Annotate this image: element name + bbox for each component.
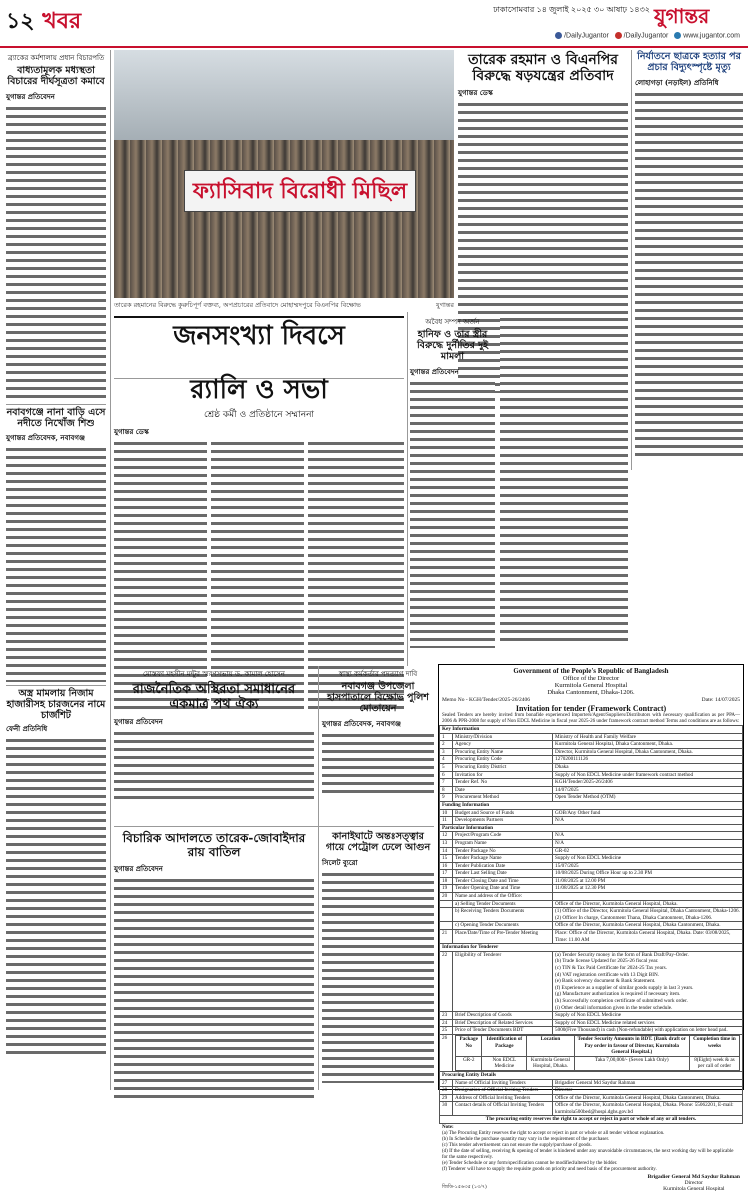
tender-office-value: Office of the Director, Kurmitola General Hospital, Dhaka Cantonment, Dhaka. xyxy=(553,922,743,930)
tender-row-no: 28 xyxy=(440,1087,453,1095)
section-label: খবর xyxy=(42,9,82,34)
tender-row-value: Dhaka xyxy=(553,763,743,771)
tender-row-no: 3 xyxy=(440,748,453,756)
tender-row-no: 6 xyxy=(440,771,453,779)
tender-office-row xyxy=(440,900,743,908)
tender-note: (a) The Procuring Entity reserves the right to accept or reject in part or whole or all tender without explanation. xyxy=(442,1131,665,1137)
tender-row-no: 11 xyxy=(440,817,453,825)
politics-headline: রাজনৈতিক অস্থিরতা সমাধানের একমাত্র পথ ঐক্য xyxy=(132,682,296,712)
photo-credit: যুগান্তর xyxy=(436,301,454,309)
hanif-kicker: অবৈধ সম্পদ অর্জন xyxy=(425,318,480,326)
tender-row-label: Tender Ref. No xyxy=(453,779,553,787)
left-kicker: ব্র্যাকের কর্মশালায় প্রধান বিচারপতি xyxy=(7,54,105,62)
court-body xyxy=(114,877,314,1103)
tender-row-no: 1 xyxy=(440,733,453,741)
package-cell: Non EDCL Medicine xyxy=(482,1056,527,1070)
tender-row-label: Tender Publication Date xyxy=(453,862,553,870)
tender-note: (e) Tender Schedule or any form/specification cannot be modified/altered by the bidder. xyxy=(442,1161,618,1167)
tender-row-label: Tender Closing Date and Time xyxy=(453,877,553,885)
eligibility-item: (f) Experience as a supplier of similar goods supply in last 3 years. xyxy=(555,984,694,991)
population-subhead: শ্রেষ্ঠ কর্মী ও প্রতিষ্ঠানে সম্মাননা xyxy=(203,409,315,420)
tender-row-value: 14/07/2025 xyxy=(553,786,743,794)
signatory-name: Brigadier General Md Saydur Rahman xyxy=(647,1174,740,1181)
tender-row-value xyxy=(553,893,743,901)
tender-row-value: Supply of Non EDCL Medicine xyxy=(553,1012,743,1020)
package-cell: Kurmitola General Hospital, Dhaka. xyxy=(527,1056,574,1070)
tender-row-value: 11/08/2025 at 12.30 PM xyxy=(553,885,743,893)
youtube-icon xyxy=(615,32,622,39)
page-number-value: ১২ xyxy=(6,9,35,34)
package-table xyxy=(455,1035,740,1071)
tender-section-row xyxy=(440,801,743,809)
eligibility-item: (g) Manufacturer authorization is required if necessary item. xyxy=(555,991,681,998)
tender-row-no: 24 xyxy=(440,1019,453,1027)
tender-row xyxy=(440,930,743,944)
tender-section-label: Procuring Entity Details xyxy=(440,1071,743,1079)
tender-row xyxy=(440,1087,743,1095)
tender-row xyxy=(440,786,743,794)
eligibility-item: (e) Bank solvency document & Bank Statement. xyxy=(555,978,656,985)
tender-reserve-row xyxy=(440,1116,743,1124)
package-header: Package No xyxy=(456,1035,482,1056)
divider xyxy=(114,826,434,827)
tender-row xyxy=(440,779,743,787)
population-feature xyxy=(114,376,404,712)
eligibility-item: (a) Tender Security money in the form of Bank Draft/Pay-Order. xyxy=(555,951,689,958)
tender-row-label: Procuring Entity District xyxy=(453,763,553,771)
tender-intro: Sealed Tenders are hereby invited from bonafide experienced Importers/Agent/Suppliers/Distributors with necessary qualification as per PPA— 2006 & PPR-2008 for supply of Non EDCL Medicine in fiscal year 2025-26 under framework contract method Terms and conditions are as follows: xyxy=(442,713,740,724)
tender-row-label: Project/Program Code xyxy=(453,832,553,840)
tender-row-value: Kurmitola General Hospital, Dhaka Cantonment, Dhaka. xyxy=(553,741,743,749)
tender-row-label: Name of Official Inviting Tenders xyxy=(453,1079,553,1087)
eligibility-item: (i) Other detail information given in the tender schedule. xyxy=(555,1004,673,1011)
tender-row-value: 1270200111126 xyxy=(553,756,743,764)
tender-notes-list xyxy=(442,1131,740,1173)
tender-eligibility-list xyxy=(553,951,743,1011)
left-body-3 xyxy=(6,737,106,1055)
tender-row-no: 21 xyxy=(440,930,453,944)
web-icon xyxy=(674,32,681,39)
package-cell: 8(Eight) week & as per call of order xyxy=(689,1056,739,1070)
tender-row-no: 20 xyxy=(440,893,453,901)
tender-row-label: Brief Description of Goods xyxy=(453,1012,553,1020)
tender-row-value: Supply of Non EDCL Medicine related services xyxy=(553,1019,743,1027)
tender-row-no xyxy=(440,922,453,930)
tender-row-value: 11/08/2025 at 12.00 PM xyxy=(553,877,743,885)
tender-row-value: 10/08/2025 During Office Hour up to 2.30 PM xyxy=(553,870,743,878)
tender-row-label: Tender Opening Date and Time xyxy=(453,885,553,893)
right-column xyxy=(635,52,743,457)
column-rule xyxy=(407,312,408,666)
column-rule xyxy=(110,50,111,1090)
fire-headline: কানাইঘাটে অন্তঃসত্ত্বার গায়ে পেট্রোল ঢেলে আগুন xyxy=(325,831,431,853)
tender-row-value: Director, Kurmitola General Hospital, Dhaka Cantonment, Dhaka. xyxy=(553,748,743,756)
tender-row-label: Invitation for xyxy=(453,771,553,779)
column-rule xyxy=(631,50,632,470)
population-banner xyxy=(114,316,404,379)
tender-row-no: 16 xyxy=(440,862,453,870)
court-story xyxy=(114,832,314,1103)
tender-table xyxy=(439,725,743,1124)
social-fb[interactable]: /DailyJugantor xyxy=(564,32,609,40)
politics-byline: যুগান্তর প্রতিবেদন xyxy=(114,716,163,726)
tender-signatory xyxy=(648,1174,740,1192)
tender-row xyxy=(440,862,743,870)
tender-notice xyxy=(438,664,744,1192)
hospital-body xyxy=(322,732,434,798)
tender-row-value: N/A xyxy=(553,832,743,840)
tender-row-no: 25 xyxy=(440,1027,453,1035)
tender-row-value: Supply of Non EDCL Medicine xyxy=(553,855,743,863)
package-header: Location xyxy=(527,1035,574,1056)
tender-row-value: GOB/Any Other fund xyxy=(553,809,743,817)
tender-row xyxy=(440,839,743,847)
tender-row xyxy=(440,855,743,863)
tarek-headline: তারেক রহমান ও বিএনপির বিরুদ্ধে ষড়যন্ত্রের প্রতিবাদ xyxy=(468,52,618,85)
tender-row-label: Ministry/Division xyxy=(453,733,553,741)
tender-row xyxy=(440,1094,743,1102)
tender-row-no: 18 xyxy=(440,877,453,885)
tender-row-label: Tender Package Name xyxy=(453,855,553,863)
social-yt[interactable]: /DailyJugantor xyxy=(623,32,669,40)
tender-row xyxy=(440,756,743,764)
tender-row-value: Brigadier General Md Saydur Rahman xyxy=(553,1079,743,1087)
court-byline: যুগান্তর প্রতিবেদন xyxy=(114,863,163,873)
right-byline: লোহাগড়া (নড়াইল) প্রতিনিধি xyxy=(635,77,719,87)
tender-row-value: N/A xyxy=(553,839,743,847)
tender-row-value: KGH/Tender/2025-26/2406 xyxy=(553,779,743,787)
tender-note: (c) This tender advertisement can not ensure the supply/purchase of goods. xyxy=(442,1143,592,1149)
tender-row xyxy=(440,794,743,802)
tender-row-label: Address of Official Inviting Tenders xyxy=(453,1094,553,1102)
tender-section-label: Funding Information xyxy=(440,801,743,809)
fire-byline: সিলেট ব্যুরো xyxy=(322,857,358,867)
tender-row-no: 2 xyxy=(440,741,453,749)
tarek-byline: যুগান্তর ডেস্ক xyxy=(458,88,493,98)
tender-note: (d) If the date of selling, receiving & opening of tender is hindered under any unavoidable circumstances, the next working day will be applicable for the same respectively. xyxy=(442,1149,734,1161)
court-headline: বিচারিক আদালতে তারেক-জোবাইদার রায় বাতিল xyxy=(122,831,306,859)
newspaper-logo: যুগান্তর xyxy=(654,4,710,28)
tender-row xyxy=(440,1027,743,1035)
tender-row-no: 30 xyxy=(440,1102,453,1116)
tender-row-label: Tender Package No xyxy=(453,847,553,855)
tender-date: Date: 14/07/2025 xyxy=(701,697,740,703)
tender-row-value: Office of the Director, Kurmitola General Hospital, Dhaka Cantonment, Dhaka. xyxy=(553,1094,743,1102)
package-header: Completion time in weeks xyxy=(689,1035,739,1056)
photo-crowd xyxy=(114,140,454,298)
tender-package-row xyxy=(440,1034,743,1071)
tarek-body-cont xyxy=(500,316,628,646)
population-byline: যুগান্তর ডেস্ক xyxy=(114,427,149,437)
hanif-story xyxy=(410,316,495,648)
tender-row-label: Agency xyxy=(453,741,553,749)
tender-row xyxy=(440,877,743,885)
left-column xyxy=(6,52,106,1055)
tender-eligibility-row xyxy=(440,951,743,1011)
eligibility-item: (b) Trade license Updated for 2025-26 fiscal year. xyxy=(555,958,659,965)
tender-row-no: 26 xyxy=(440,1034,453,1071)
tender-row-label: Procuring Entity Code xyxy=(453,756,553,764)
tender-section-row xyxy=(440,726,743,734)
tender-row-label: Tender Last Selling Date xyxy=(453,870,553,878)
tender-section-label: Particular Information xyxy=(440,824,743,832)
tender-gov: Government of the People's Republic of Bangladesh xyxy=(513,667,669,675)
tender-office-row xyxy=(440,922,743,930)
tender-title: Invitation for tender (Framework Contract) xyxy=(515,704,667,713)
facebook-icon xyxy=(555,32,562,39)
tender-address: Dhaka Cantonment, Dhaka-1206. xyxy=(547,689,635,696)
tender-row-value: Office of the Director, Kurmitola General Hospital, Dhaka. Phone: 55062201, E-mail: kurmitola500bed@hospi.dghs.gov.bd xyxy=(553,1102,743,1116)
hanif-body xyxy=(410,380,495,648)
tender-office-row xyxy=(440,908,743,922)
package-header: Tender Security Amounts in BDT. (Bank draft or Pay order in favour of Director, Kurmitola General Hospital.) xyxy=(574,1035,689,1056)
tender-row-label: Developments Partners xyxy=(453,817,553,825)
signatory-org: Kurmitola General Hospital xyxy=(663,1186,725,1192)
tender-row-value: Supply of Non EDCL Medicine under framework contract method xyxy=(553,771,743,779)
tender-row xyxy=(440,832,743,840)
tender-row-value: Ministry of Health and Family Welfare xyxy=(553,733,743,741)
tender-row-label: Procuring Entity Name xyxy=(453,748,553,756)
hanif-headline: হানিফ ও তার স্ত্রীর বিরুদ্ধে দুর্নীতির দুই মামলা xyxy=(416,329,489,362)
column-rule xyxy=(318,666,319,1090)
tender-row-no: 4 xyxy=(440,756,453,764)
social-links xyxy=(440,32,740,39)
tender-row xyxy=(440,870,743,878)
tender-section-label: Information for Tenderer xyxy=(440,944,743,952)
politics-body xyxy=(114,730,314,800)
story2-byline: যুগান্তর প্রতিবেদক, নবাবগঞ্জ xyxy=(6,432,85,442)
divider xyxy=(6,685,106,686)
hospital-byline: যুগান্তর প্রতিবেদক, নবাবগঞ্জ xyxy=(322,718,401,728)
tender-row-label: Price of Tender Documents BDT xyxy=(453,1027,553,1035)
tender-row xyxy=(440,1079,743,1087)
tender-row-label: Place/Date/Time of Pre-Tender Meeting xyxy=(453,930,553,944)
right-headline: নির্যাতনে ছাত্রকে হত্যার পর প্রচার বিদ্যুৎস্পৃষ্টে মৃত্যু xyxy=(637,51,741,73)
divider xyxy=(6,404,106,405)
tender-hospital: Kurmitola General Hospital xyxy=(554,682,628,689)
tender-section-row xyxy=(440,1071,743,1079)
tender-notes-label: Note: xyxy=(442,1125,454,1131)
tender-row-label: Eligibility of Tenderer xyxy=(453,951,553,1011)
tender-row-label: Date xyxy=(453,786,553,794)
tender-memo-row xyxy=(439,696,743,704)
package-cell: GR-2 xyxy=(456,1056,482,1070)
tender-row xyxy=(440,1102,743,1116)
left-headline: বাধ্যতামূলক মধ্যস্থতা বিচারের দীর্ঘসূত্রতা কমাবে xyxy=(7,65,105,87)
rally-photo xyxy=(114,50,454,298)
tender-row-no xyxy=(440,900,453,908)
tender-row xyxy=(440,763,743,771)
tender-row-no: 12 xyxy=(440,832,453,840)
population-headline-1: জনসংখ্যা দিবসে xyxy=(173,321,345,351)
tender-row-no: 14 xyxy=(440,847,453,855)
tender-row-no: 9 xyxy=(440,794,453,802)
tender-row-label: Procurement Method xyxy=(453,794,553,802)
tender-row xyxy=(440,733,743,741)
politics-kicker: মোস্তফা মহসীন মন্টুর স্মরণসভায় ড. কামাল হোসেন xyxy=(143,670,285,678)
eligibility-item: (h) Successfully completion certificate of submitted work order. xyxy=(555,997,688,1004)
right-body xyxy=(635,91,743,457)
rally-banner: ফ্যাসিবাদ বিরোধী মিছিল xyxy=(184,170,416,212)
tender-row-no: 7 xyxy=(440,779,453,787)
tender-row-no: 8 xyxy=(440,786,453,794)
tender-row-label: Contact details of Official Inviting Tenders xyxy=(453,1102,553,1116)
tender-office-value: (1) Office of the Director, Kurmitola General Hospital, Dhaka Cantonment, Dhaka-1206. (2) Officer In charge, Cantonment Thana, Dhaka Cantonment, Dhaka-1206. xyxy=(553,908,743,922)
tender-row-label: Name and address of the Office: xyxy=(453,893,553,901)
eligibility-item: (c) TIN & Tax Paid Certificate for 2024-25 Tax years. xyxy=(555,965,667,971)
tender-row xyxy=(440,893,743,901)
tender-row xyxy=(440,748,743,756)
tender-row-value: 15/07/2025 xyxy=(553,862,743,870)
tender-office: Office of the Director xyxy=(562,675,620,682)
package-data-row xyxy=(456,1056,740,1070)
date-line: ঢাকাসোমবার ১৪ জুলাই ২০২৫ ৩০ আষাঢ় ১৪৩২ xyxy=(493,5,650,14)
population-headline-2: র‍্যালি ও সভা xyxy=(190,375,328,405)
tender-notes xyxy=(439,1124,743,1174)
left-body-1 xyxy=(6,105,106,401)
tender-row-no: 23 xyxy=(440,1012,453,1020)
tender-office-label: a) Selling Tender Documents xyxy=(453,900,553,908)
tender-row-value: Place: Office of the Director, Kurmitola General Hospital, Dhaka. Date: 03/08/2025, Time: 11.00 AM xyxy=(553,930,743,944)
tender-section-label: Key Information xyxy=(440,726,743,734)
tender-row xyxy=(440,1012,743,1020)
tender-row xyxy=(440,809,743,817)
tender-row xyxy=(440,741,743,749)
tender-note: (f) Tenderer will have to supply the requisite goods on priority and need basis of the procurement authority. xyxy=(442,1167,657,1173)
tender-row-value: N/A xyxy=(553,817,743,825)
social-web[interactable]: www.jugantor.com xyxy=(683,32,740,40)
left-body-2 xyxy=(6,446,106,682)
tender-row xyxy=(440,1019,743,1027)
tender-row xyxy=(440,817,743,825)
hanif-byline: যুগান্তর প্রতিবেদন xyxy=(410,366,459,376)
tender-row-no: 10 xyxy=(440,809,453,817)
left-byline: যুগান্তর প্রতিবেদন xyxy=(6,91,55,101)
tender-row-no: 22 xyxy=(440,951,453,1011)
tender-row-no: 19 xyxy=(440,885,453,893)
tender-reserve: The procuring entity reserves the right to accept or reject in part or whole of any or all tenders. xyxy=(440,1116,743,1124)
tender-row-no: 17 xyxy=(440,870,453,878)
package-cell: Taka 7,00,000/- (Seven Lakh Only) xyxy=(574,1056,689,1070)
eligibility-item: (d) VAT registration certificate with 13 Digit BIN. xyxy=(555,971,660,978)
tender-row-value: 5000(Five Thousand) in cash (Non-refundable) with application on letter head pad. xyxy=(553,1027,743,1035)
tender-office-value: Office of the Director, Kurmitola General Hospital, Dhaka. xyxy=(553,900,743,908)
tender-row-value: Director xyxy=(553,1087,743,1095)
tender-row-label: Designation of Official Inviting Tenders xyxy=(453,1087,553,1095)
tender-row xyxy=(440,847,743,855)
tender-row-no: 29 xyxy=(440,1094,453,1102)
tender-office-label: c) Opening Tender Documents xyxy=(453,922,553,930)
tender-row-no: 15 xyxy=(440,855,453,863)
politics-story xyxy=(114,668,314,800)
tender-row-value: GR-02 xyxy=(553,847,743,855)
tender-row-label: Program Name xyxy=(453,839,553,847)
tender-section-row xyxy=(440,824,743,832)
tender-section-row xyxy=(440,944,743,952)
tender-ref-code: জিডি-১৫৬৩৫ (১৩/৭) xyxy=(442,1185,487,1191)
package-header-row xyxy=(456,1035,740,1056)
hospital-story xyxy=(322,668,434,798)
tender-row-label: Budget and Source of Funds xyxy=(453,809,553,817)
tender-memo: Memo No - KGH/Tender/2025-26/2406 xyxy=(442,697,531,703)
signatory-title: Director xyxy=(684,1180,703,1187)
hospital-headline: নবাবগঞ্জ উপজেলা হাসপাতালে বিক্ষোভ পুলিশ মোতায়েন xyxy=(327,681,429,714)
tender-row-no: 27 xyxy=(440,1079,453,1087)
package-header: Identification of Package xyxy=(482,1035,527,1056)
fire-body xyxy=(322,871,434,1083)
tender-note: (b) In Schedule the purchase quantity may vary in the requirement of the purchaser. xyxy=(442,1137,610,1143)
story3-byline: ফেনী প্রতিনিধি xyxy=(6,724,48,734)
page-number xyxy=(6,4,81,41)
tender-row-no xyxy=(440,908,453,922)
hospital-kicker: স্বাস্থ্য কর্মকর্তার পদত্যাগ দাবি xyxy=(338,670,418,678)
story2-headline: নবাবগঞ্জে নানা বাড়ি এসে নদীতে নিখোঁজ শিশু xyxy=(6,406,106,429)
tender-package-cell xyxy=(453,1034,743,1071)
tender-row-value: Open Tender Method (OTM) xyxy=(553,794,743,802)
tender-office-label: b) Receiving Tenders Documents xyxy=(453,908,553,922)
tender-row-label: Brief Description of Related Services xyxy=(453,1019,553,1027)
tender-row-no: 5 xyxy=(440,763,453,771)
tender-row xyxy=(440,771,743,779)
tender-sign-row xyxy=(439,1174,743,1192)
story3-headline: অস্ত্র মামলায় নিজাম হাজারীসহ চারজনের নামে চার্জশিট xyxy=(6,687,106,721)
fire-story xyxy=(322,832,434,1083)
tender-row-no: 13 xyxy=(440,839,453,847)
photo-caption: তারেক রহমানের বিরুদ্ধে কুরুচিপূর্ণ বক্তব্য, অপপ্রচারের প্রতিবাদে মোহাম্মদপুরে বিএনপির বিক্ষোভ xyxy=(114,301,361,309)
tender-row xyxy=(440,885,743,893)
